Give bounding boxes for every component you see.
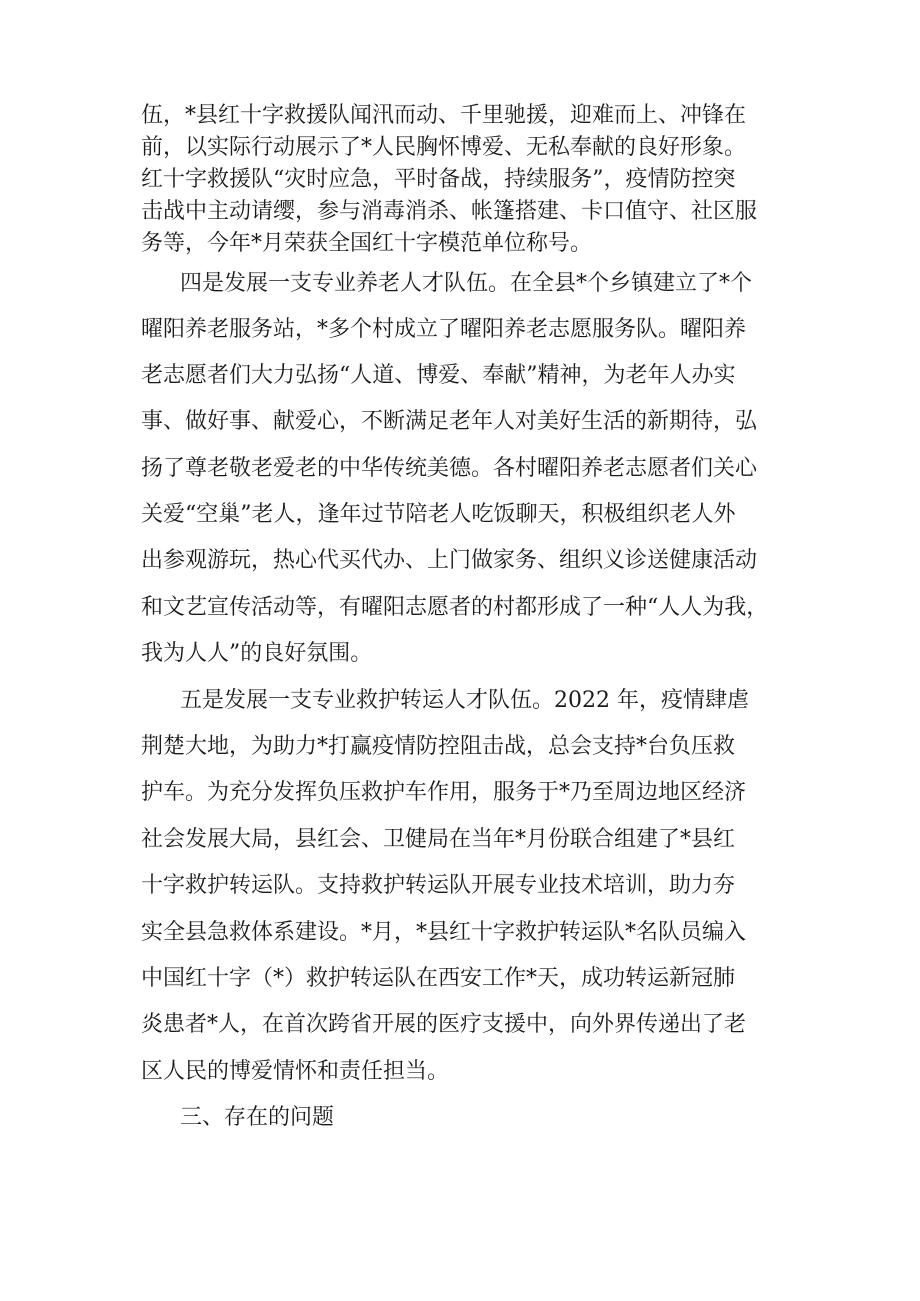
paragraph-2-line: 出参观游玩，热心代买代办、上门做家务、组织义诊送健康活动 xyxy=(141,548,758,573)
paragraph-2-line: 扬了尊老敬老爱老的中华传统美德。各村曜阳养老志愿者们关心 xyxy=(141,456,758,481)
paragraph-3-line: 实全县急救体系建设。*月，*县红十字救护转运队*名队员编入 xyxy=(141,920,747,945)
paragraph-2-line: 和文艺宣传活动等，有曜阳志愿者的村都形成了一种“人人为我， xyxy=(141,595,769,620)
paragraph-1-line: 前，以实际行动展示了*人民胸怀博爱、无私奉献的良好形象。 xyxy=(141,135,747,160)
paragraph-2-line: 关爱“空巢”老人，逢年过节陪老人吃饭聊天，积极组织老人外 xyxy=(141,502,736,527)
section-heading: 三、存在的问题 xyxy=(180,1105,335,1130)
paragraph-1-line: 击战中主动请缨，参与消毒消杀、帐篷搭建、卡口值守、社区服 xyxy=(141,199,758,224)
paragraph-2-line: 四是发展一支专业养老人才队伍。在全县*个乡镇建立了*个 xyxy=(180,271,753,296)
paragraph-1-line: 伍，*县红十字救援队闻汛而动、千里驰援，迎难而上、冲锋在 xyxy=(141,103,747,128)
paragraph-2-line: 我为人人”的良好氛围。 xyxy=(141,641,373,666)
paragraph-3-line: 十字救护转运队。支持救护转运队开展专业技术培训，助力夯 xyxy=(141,873,736,898)
paragraph-3-line: 护车。为充分发挥负压救护车作用，服务于*乃至周边地区经济 xyxy=(141,780,747,805)
paragraph-3-line: 炎患者*人，在首次跨省开展的医疗支援中，向外界传递出了老 xyxy=(141,1012,747,1037)
paragraph-2-line: 老志愿者们大力弘扬“人道、博爱、奉献”精神，为老年人办实 xyxy=(141,363,736,388)
paragraph-3-line: 社会发展大局，县红会、卫健局在当年*月份联合组建了*县红 xyxy=(141,827,736,852)
paragraph-3-line: 五是发展一支专业救护转运人才队伍。2022 年，疫情肆虐 xyxy=(180,688,749,713)
paragraph-2-line: 曜阳养老服务站，*多个村成立了曜阳养老志愿服务队。曜阳养 xyxy=(141,317,747,342)
paragraph-3-line: 区人民的博爱情怀和责任担当。 xyxy=(141,1059,450,1084)
paragraph-3-line: 中国红十字（*）救护转运队在西安工作*天，成功转运新冠肺 xyxy=(141,966,736,991)
paragraph-1-line: 红十字救援队“灾时应急，平时备战，持续服务”，疫情防控突 xyxy=(141,167,736,192)
paragraph-3-line: 荆楚大地，为助力*打赢疫情防控阻击战，总会支持*台负压救 xyxy=(141,734,736,759)
paragraph-2-line: 事、做好事、献爱心，不断满足老年人对美好生活的新期待，弘 xyxy=(141,409,758,434)
paragraph-1-line: 务等，今年*月荣获全国红十字模范单位称号。 xyxy=(141,231,593,256)
